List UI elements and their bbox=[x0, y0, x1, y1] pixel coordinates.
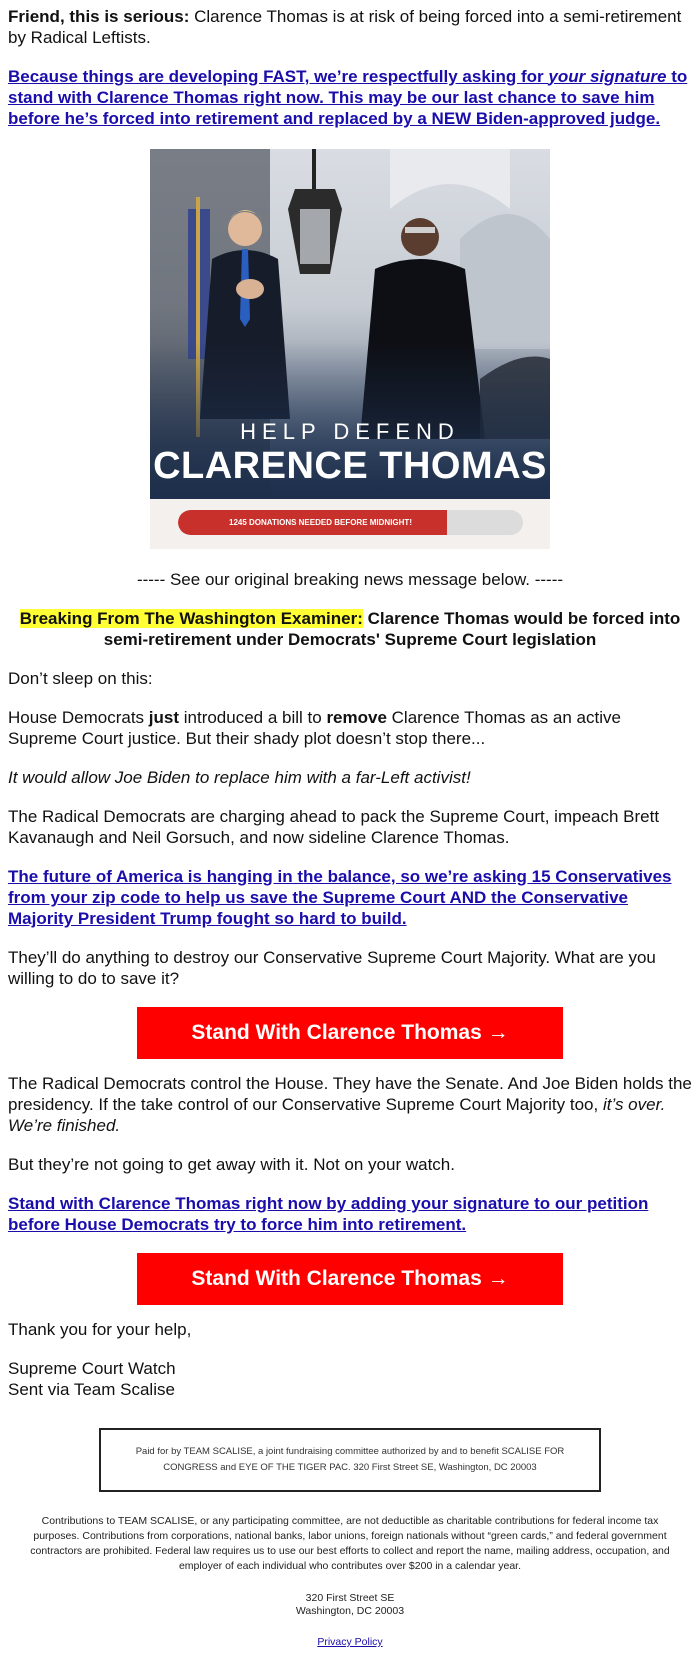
breaking-text: Clarence Thomas would be forced into semi-retirement under Democrats' Supreme Court legislation bbox=[103, 609, 681, 649]
body-p2-a: House Democrats bbox=[8, 708, 149, 727]
intro-lead: Friend, this is serious: bbox=[8, 7, 190, 26]
hero-title-small: HELP DEFEND bbox=[240, 419, 460, 444]
separator-text: ----- See our original breaking news message below. ----- bbox=[136, 570, 564, 589]
signoff-sender: Supreme Court Watch bbox=[8, 1359, 176, 1378]
body-p6-b: it’s over. We’re finished. bbox=[8, 1095, 666, 1135]
signature-link-paragraph bbox=[8, 66, 692, 129]
hero-title-large: CLARENCE THOMAS bbox=[153, 445, 547, 487]
paid-for-box: Paid for by TEAM SCALISE, a joint fundraising committee authorized by and to benefit SCALISE FOR CONGRESS and EYE OF THE TIGER PAC. 320 First Street SE, Washington, DC 20003 bbox=[99, 1428, 601, 1492]
body-p2-b: just bbox=[148, 708, 180, 727]
signature-link[interactable] bbox=[8, 67, 687, 128]
future-link-paragraph bbox=[8, 866, 692, 929]
body-p2 bbox=[8, 707, 692, 749]
legal-disclaimer: Contributions to TEAM SCALISE, or any participating committee, are not deductible as charitable contributions for federal income tax purposes. Contributions from corporations, national banks, labor unions, foreign nationals without “green cards,” and federal government contractors are prohibited. Federal law requires us to use our best efforts to collect and report the name, mailing address, occupation, and employer of each individual who contributes over $200 in a calendar year. bbox=[30, 1515, 670, 1572]
petition-link-paragraph bbox=[8, 1193, 692, 1235]
intro-paragraph bbox=[8, 6, 692, 48]
breaking-highlight: Breaking From The Washington Examiner: bbox=[19, 609, 363, 628]
address-line-2: Washington, DC 20003 bbox=[295, 1605, 405, 1617]
stand-with-button-2[interactable]: Stand With Clarence Thomas → bbox=[137, 1253, 563, 1305]
signoff-via: Sent via Team Scalise bbox=[8, 1380, 175, 1399]
signature-link-part1: Because things are developing FAST, we’re respectfully asking for bbox=[8, 67, 549, 86]
signature-link-part3: to stand with Clarence Thomas right now. This may be our last chance to save him before he’s forced into retirement and replaced by a NEW Biden-approved judge. bbox=[8, 67, 688, 128]
footer-address bbox=[8, 1592, 692, 1618]
intro-text: Clarence Thomas is at risk of being forced into a semi-retirement by Radical Leftists. bbox=[8, 7, 682, 47]
body-p2-e: Clarence Thomas as an active Supreme Court justice. But their shady plot doesn’t stop there... bbox=[8, 708, 621, 748]
body-p2-c: introduced a bill to bbox=[179, 708, 327, 727]
body-p3: It would allow Joe Biden to replace him with a far-Left activist! bbox=[8, 768, 471, 787]
address-line-1: 320 First Street SE bbox=[305, 1592, 395, 1604]
body-p1: Don’t sleep on this: bbox=[8, 669, 153, 688]
signature-link-italic: your signature bbox=[548, 67, 667, 86]
privacy-policy-link[interactable]: Privacy Policy bbox=[317, 1636, 383, 1648]
hero-image-link[interactable] bbox=[8, 149, 692, 549]
body-p5: They’ll do anything to destroy our Conservative Supreme Court Majority. What are you willing to do to save it? bbox=[8, 948, 656, 988]
body-p6 bbox=[8, 1073, 692, 1136]
stand-with-button-1[interactable]: Stand With Clarence Thomas → bbox=[137, 1007, 563, 1059]
hero-image bbox=[150, 149, 550, 549]
progress-label: 1245 DONATIONS NEEDED BEFORE MIDNIGHT! bbox=[229, 518, 412, 527]
donation-progress-bar bbox=[178, 510, 523, 535]
signoff-thanks: Thank you for your help, bbox=[8, 1320, 192, 1339]
future-link[interactable]: The future of America is hanging in the balance, so we’re asking 15 Conservatives from your zip code to help us save the Supreme Court AND the Conservative Majority President Trump fought so hard to build. bbox=[8, 867, 672, 928]
body-p4: The Radical Democrats are charging ahead to pack the Supreme Court, impeach Brett Kavanaugh and Neil Gorsuch, and now sideline Clarence Thomas. bbox=[8, 807, 660, 847]
petition-link[interactable]: Stand with Clarence Thomas right now by adding your signature to our petition before House Democrats try to force him into retirement. bbox=[8, 1194, 649, 1234]
breaking-headline bbox=[8, 608, 692, 650]
body-p7: But they’re not going to get away with it. Not on your watch. bbox=[8, 1155, 455, 1174]
body-p6-a: The Radical Democrats control the House. They have the Senate. And Joe Biden holds the presidency. If the take control of our Conservative Supreme Court Majority too, bbox=[8, 1074, 692, 1114]
body-p2-d: remove bbox=[326, 708, 387, 727]
